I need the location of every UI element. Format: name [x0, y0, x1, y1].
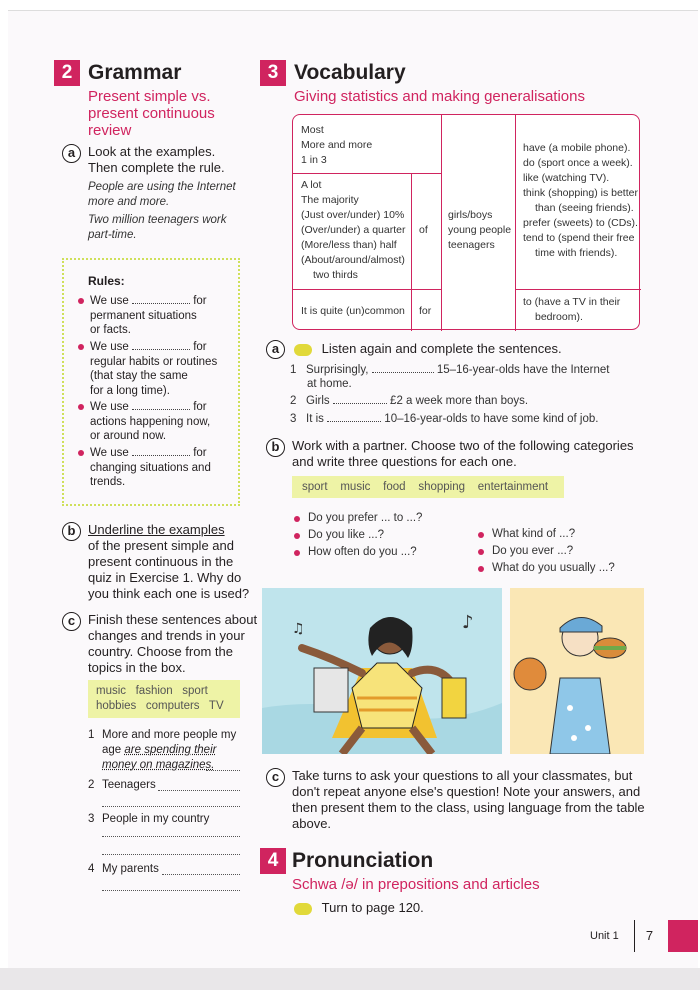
rule-3-line-2: actions happening now,	[90, 415, 211, 428]
rule-1	[90, 294, 228, 338]
grammar-subtitle-line-2: present continuous	[88, 105, 215, 122]
exercise-2c-line-2: changes and trends in your	[88, 628, 245, 643]
rule-bullet	[78, 450, 84, 456]
item-after: 10–16-year-olds to have some kind of job.	[384, 413, 599, 425]
table-cell-like-tv: like (watching TV).	[523, 172, 610, 184]
grammar-subtitle-line-3: review	[88, 122, 132, 139]
table-cell-teenagers: teenagers	[448, 239, 495, 251]
rule-bullet	[78, 404, 84, 410]
item-number: 1	[290, 364, 297, 376]
item-1-text-2: age are spending their	[102, 744, 217, 756]
footer-page-number: 7	[634, 920, 664, 952]
question-bullet	[294, 516, 300, 522]
exercise-3c-line-3: then present them to the class, using language from the table	[292, 800, 645, 815]
grammar-title: Grammar	[88, 61, 182, 84]
item-1-answer-1: are spending their	[124, 744, 217, 756]
rule-2-blank[interactable]	[132, 340, 190, 350]
illustration-girl-shopping	[262, 588, 502, 754]
table-divider	[411, 173, 412, 331]
exercise-2b-line-4: quiz in Exercise 1. Why do	[88, 570, 242, 585]
item-3-answer-line-2[interactable]	[102, 854, 240, 855]
categories-box: sport music food shopping entertainment	[292, 476, 564, 498]
question-prefer: Do you prefer ... to ...?	[308, 512, 422, 524]
item-3-text: People in my country	[102, 813, 210, 825]
example-1-line-2: more and more.	[88, 196, 170, 208]
item-4-answer-line[interactable]	[162, 874, 240, 875]
exercise-3a-item-1	[290, 363, 609, 377]
table-cell-10-percent: (Just over/under) 10%	[301, 209, 405, 221]
table-cell-girls-boys: girls/boys	[448, 209, 493, 221]
item-before: It is	[306, 413, 324, 425]
item-1-number: 1	[88, 729, 95, 741]
exercise-2b-line-1: Underline the examples	[88, 522, 225, 537]
question-bullet	[478, 532, 484, 538]
svg-text:♫: ♫	[292, 621, 305, 637]
rule-3-line-3: or around now.	[90, 430, 167, 442]
item-2-answer-line[interactable]	[158, 790, 240, 791]
table-cell-two-thirds: two thirds	[313, 269, 358, 281]
table-cell-of: of	[419, 224, 428, 236]
rule-1-for: for	[193, 295, 207, 307]
exercise-3a-text: Listen again and complete the sentences.	[321, 341, 562, 356]
footer-color-tab	[668, 920, 698, 952]
question-usually: What do you usually ...?	[492, 562, 615, 574]
pronunciation-section-number: 4	[260, 848, 286, 874]
rule-3	[90, 400, 228, 444]
pronunciation-title: Pronunciation	[292, 849, 434, 872]
grammar-section-number: 2	[54, 60, 80, 86]
vocabulary-table	[292, 114, 640, 330]
page-bottom-strip	[0, 968, 700, 990]
item-2-text: Teenagers	[102, 779, 156, 791]
rule-4	[90, 446, 228, 490]
rule-3-text: We use	[90, 401, 129, 413]
table-cell-young-people: young people	[448, 224, 512, 236]
item-after: £2 a week more than boys.	[390, 395, 529, 407]
table-divider	[515, 115, 516, 331]
item-4-answer-line-2[interactable]	[102, 890, 240, 891]
rule-4-text: We use	[90, 447, 129, 459]
table-cell-more-and-more: More and more	[301, 139, 373, 151]
rules-title: Rules:	[88, 274, 125, 288]
answer-blank[interactable]	[372, 363, 434, 373]
grammar-subtitle-line-1: Present simple vs.	[88, 88, 211, 105]
topics-row-2: hobbies computers TV	[96, 700, 224, 712]
exercise-2b-line-2: of the present simple and	[88, 538, 234, 553]
example-2-line-1: Two million teenagers work	[88, 214, 227, 226]
question-how-often: How often do you ...?	[308, 546, 417, 558]
exercise-3a-label: a	[266, 340, 285, 359]
exercise-2b-label: b	[62, 522, 81, 541]
exercise-3a-item-1-line-2: at home.	[307, 378, 352, 390]
vocabulary-title: Vocabulary	[294, 61, 406, 84]
svg-text:♪: ♪	[462, 612, 474, 633]
pronunciation-subtitle: Schwa /ə/ in prepositions and articles	[292, 876, 540, 893]
exercise-2b-line-5: you think each one is used?	[88, 586, 250, 601]
exercise-3c-line-2: don't repeat anyone else's question! Note your answers, and	[292, 784, 641, 799]
exercise-2b-line-3: present continuous in the	[88, 554, 234, 569]
rule-4-for: for	[193, 447, 207, 459]
item-4-number: 4	[88, 863, 95, 875]
rule-2-line-2: regular habits or routines	[90, 355, 218, 368]
table-cell-think-shopping: think (shopping) is better	[523, 187, 638, 199]
rule-1-line-2: permanent situations	[90, 309, 197, 322]
exercise-2c-label: c	[62, 612, 81, 631]
table-divider	[441, 115, 442, 331]
question-like: Do you like ...?	[308, 529, 384, 541]
exercise-3b-line-1: Work with a partner. Choose two of the following categories	[292, 438, 634, 453]
table-divider	[293, 173, 441, 174]
table-cell-time-friends: time with friends).	[535, 247, 618, 259]
rule-1-line-3: or facts.	[90, 324, 131, 336]
table-cell-half: (More/less than) half	[301, 239, 397, 251]
item-3-number: 3	[88, 813, 95, 825]
answer-blank[interactable]	[327, 412, 381, 422]
question-bullet	[478, 566, 484, 572]
topics-box	[88, 680, 240, 718]
table-cell-1-in-3: 1 in 3	[301, 154, 327, 166]
answer-blank[interactable]	[333, 394, 387, 404]
rule-1-blank[interactable]	[132, 294, 190, 304]
question-ever: Do you ever ...?	[492, 545, 573, 557]
item-1-answer-2: money on magazines.	[102, 759, 215, 771]
question-bullet	[294, 550, 300, 556]
exercise-3c-line-4: above.	[292, 816, 332, 831]
table-divider	[293, 289, 441, 290]
table-cell-about-around: (About/around/almost)	[301, 254, 405, 266]
rule-2-line-3: (that stay the same	[90, 370, 188, 382]
illustration-boy-burger	[510, 588, 644, 754]
item-before: Surprisingly,	[306, 364, 369, 376]
table-cell-for: for	[419, 305, 432, 317]
exercise-3c-line-1: Take turns to ask your questions to all your classmates, but	[292, 768, 633, 783]
rule-3-blank[interactable]	[132, 400, 190, 410]
vocabulary-subtitle: Giving statistics and making generalisations	[294, 88, 585, 105]
exercise-3a-item-3	[290, 412, 598, 426]
table-cell-bedroom: bedroom).	[535, 311, 583, 323]
table-cell-most: Most	[301, 124, 324, 136]
exercise-2a-line-1: Look at the examples.	[88, 144, 216, 159]
item-1-text: More and more people my	[102, 729, 237, 741]
exercise-3c-label: c	[266, 768, 285, 787]
rule-3-for: for	[193, 401, 207, 413]
pronunciation-instruction	[294, 900, 424, 916]
item-2-number: 2	[88, 779, 95, 791]
table-cell-do-sport: do (sport once a week).	[523, 157, 633, 169]
exercise-3a-instruction	[294, 341, 562, 357]
table-cell-majority: The majority	[301, 194, 359, 206]
exercise-3a-item-2	[290, 394, 528, 408]
item-2-answer-line-2[interactable]	[102, 806, 240, 807]
exercise-2c-line-4: topics in the box.	[88, 660, 186, 675]
audio-speaker-icon[interactable]	[294, 903, 312, 915]
exercise-3b-line-2: and write three questions for each one.	[292, 454, 517, 469]
audio-speaker-icon[interactable]	[294, 344, 312, 356]
footer-unit: Unit 1	[590, 930, 619, 942]
vocabulary-section-number: 3	[260, 60, 286, 86]
table-cell-tend-to: tend to (spend their free	[523, 232, 635, 244]
table-cell-than-friends: than (seeing friends).	[535, 202, 634, 214]
example-1-line-1: People are using the Internet	[88, 181, 236, 193]
exercise-3b-label: b	[266, 438, 285, 457]
rule-4-blank[interactable]	[132, 446, 190, 456]
rule-2	[90, 340, 228, 398]
topics-row-1: music fashion sport	[96, 685, 208, 697]
item-before: Girls	[306, 395, 330, 407]
item-after: 15–16-year-olds have the Internet	[436, 364, 610, 376]
exercise-2a-line-2: Then complete the rule.	[88, 160, 225, 175]
exercise-2a-label: a	[62, 144, 81, 163]
table-divider	[515, 289, 641, 290]
rule-4-line-3: trends.	[90, 476, 126, 488]
rule-2-line-4: for a long time).	[90, 384, 170, 397]
table-cell-quarter: (Over/under) a quarter	[301, 224, 406, 236]
item-number: 3	[290, 413, 297, 425]
rule-bullet	[78, 344, 84, 350]
item-1-line-end	[206, 770, 240, 771]
rule-1-text: We use	[90, 295, 129, 307]
item-3-answer-line[interactable]	[102, 836, 240, 837]
table-cell-quite-common: It is quite (un)common	[301, 305, 405, 317]
table-cell-have-mobile: have (a mobile phone).	[523, 142, 631, 154]
table-cell-have-tv: to (have a TV in their	[523, 296, 621, 308]
rule-bullet	[78, 298, 84, 304]
question-bullet	[478, 549, 484, 555]
rule-2-text: We use	[90, 341, 129, 353]
table-cell-a-lot: A lot	[301, 179, 322, 191]
question-bullet	[294, 533, 300, 539]
example-2-line-2: part-time.	[88, 229, 137, 241]
item-4-text: My parents	[102, 863, 159, 875]
table-cell-prefer-sweets: prefer (sweets) to (CDs).	[523, 217, 638, 229]
item-number: 2	[290, 395, 297, 407]
pronunciation-instruction-text: Turn to page 120.	[321, 900, 424, 915]
rule-4-line-2: changing situations and	[90, 461, 211, 474]
exercise-2c-line-1: Finish these sentences about	[88, 612, 258, 627]
rule-2-for: for	[193, 341, 207, 353]
exercise-2c-line-3: country. Choose from the	[88, 644, 233, 659]
question-what-kind: What kind of ...?	[492, 528, 575, 540]
item-1-answer-2-wrap	[102, 758, 215, 773]
